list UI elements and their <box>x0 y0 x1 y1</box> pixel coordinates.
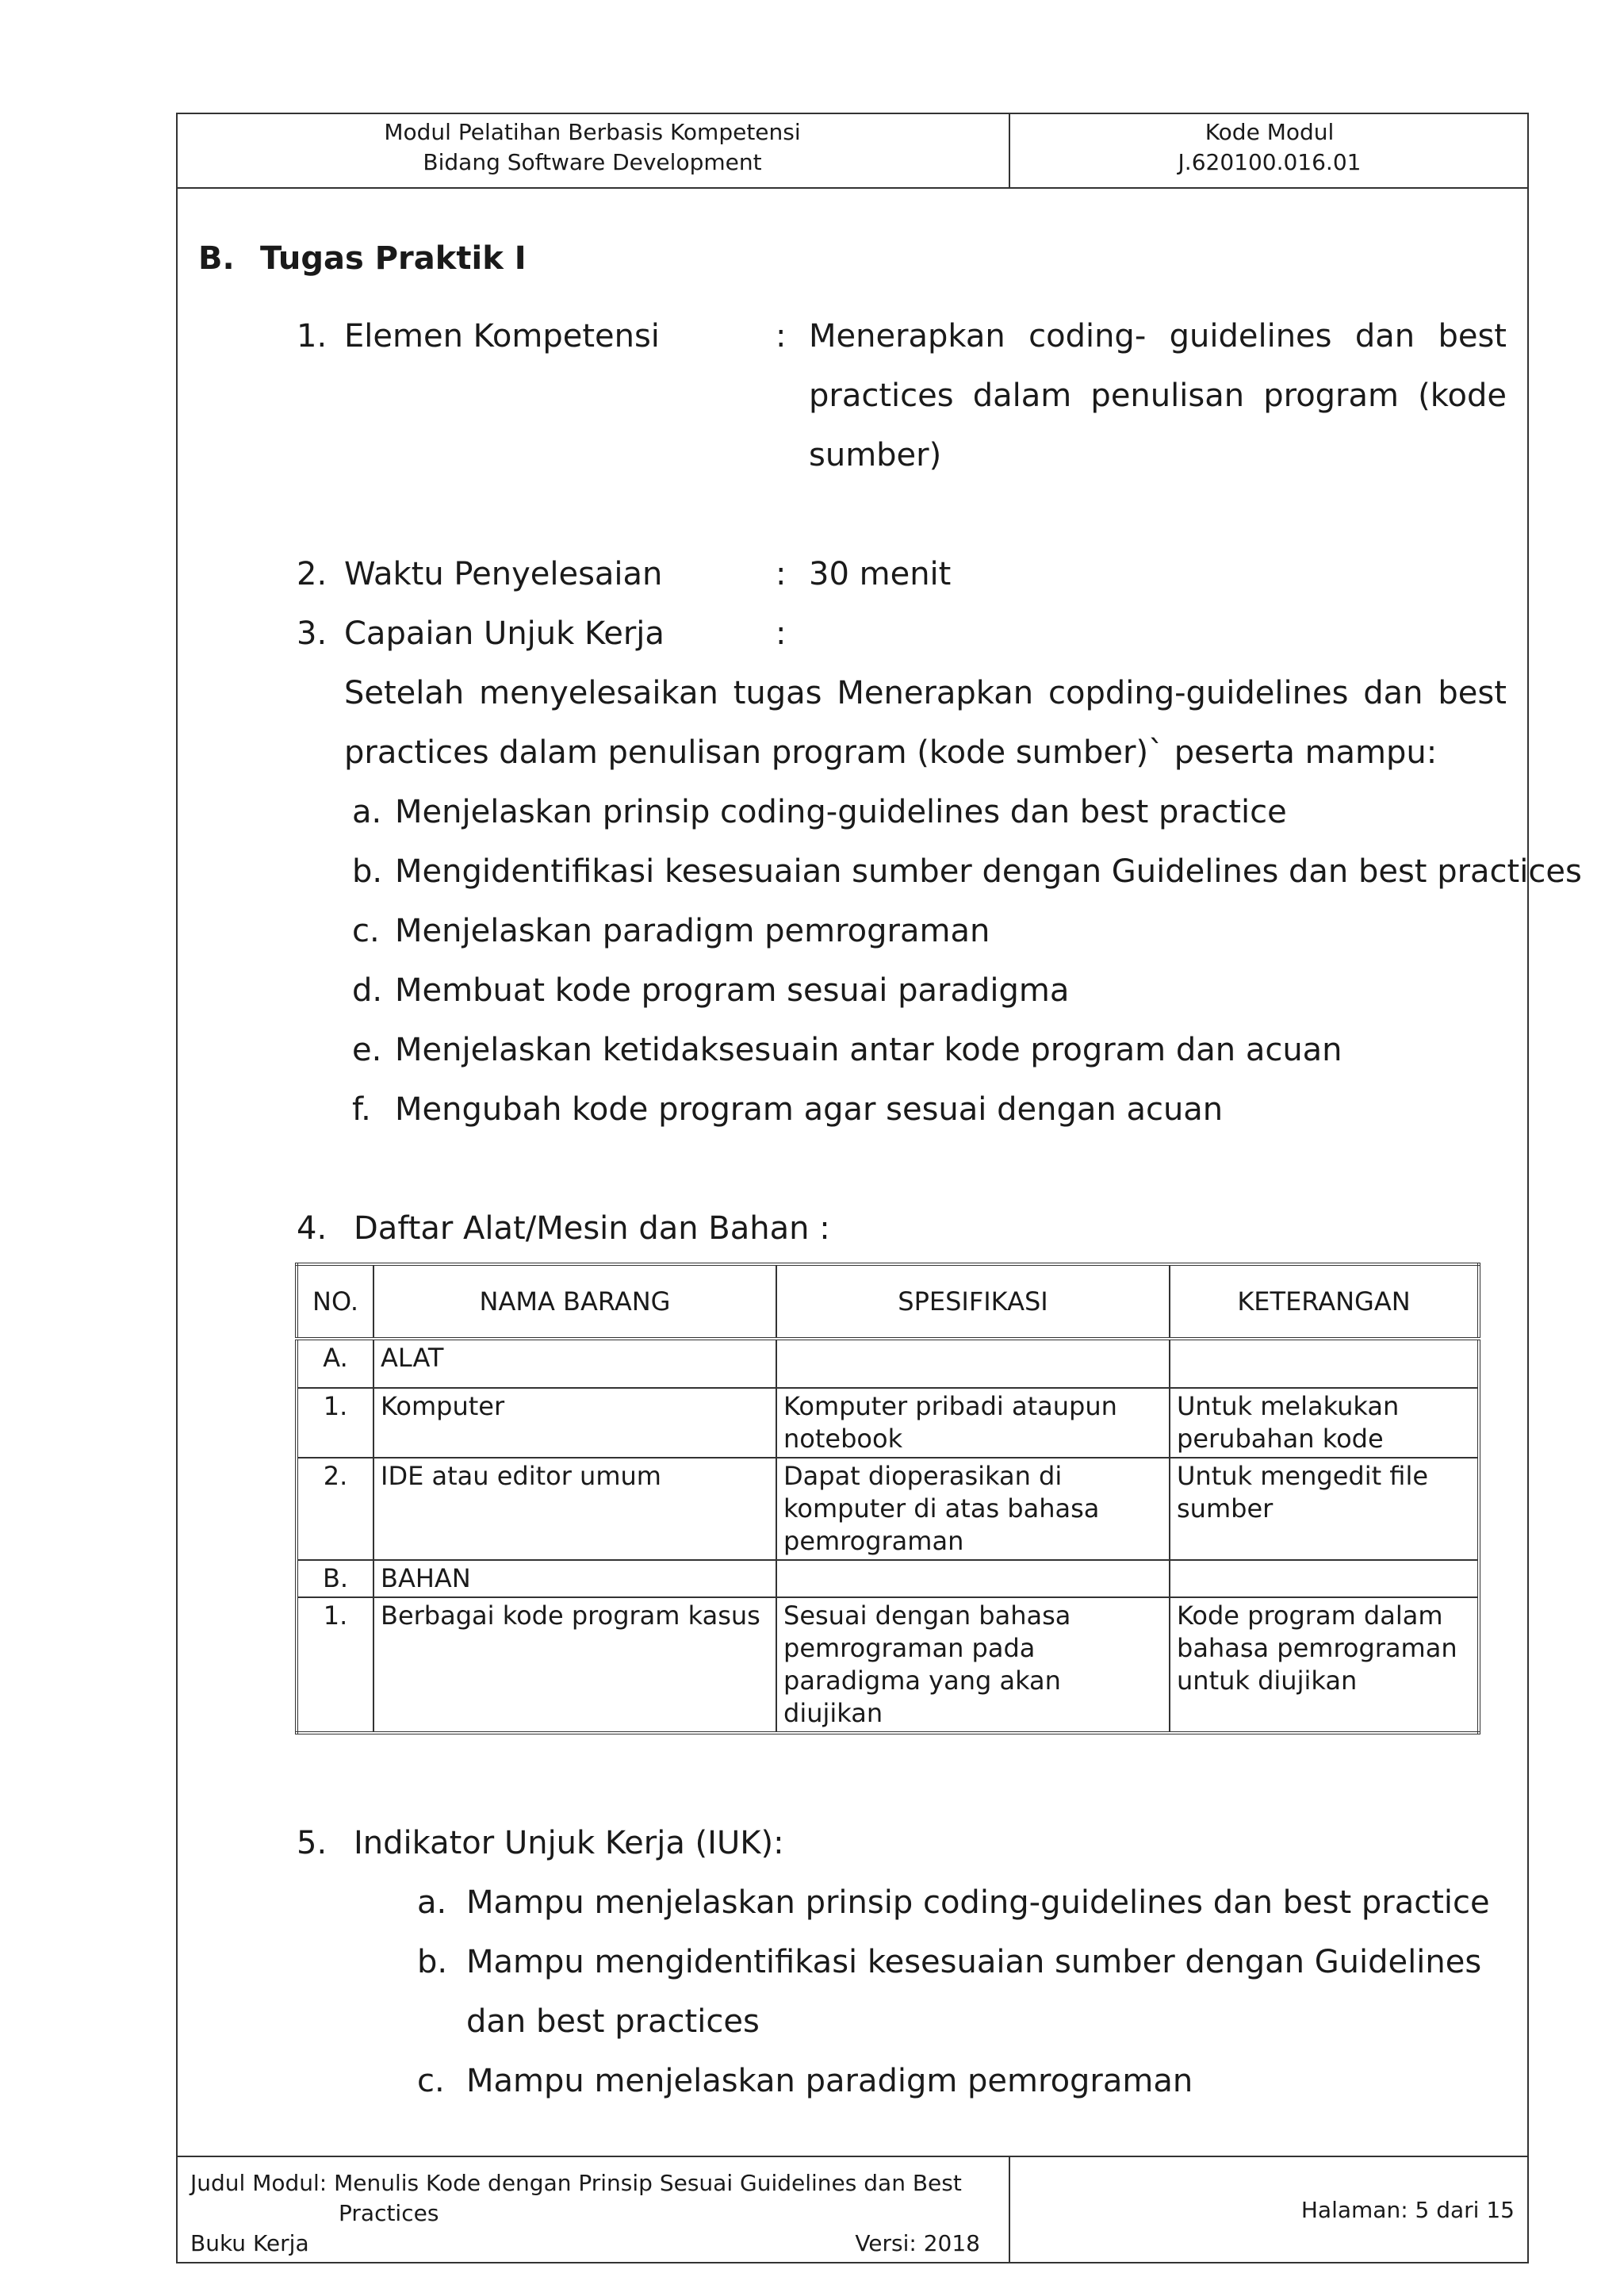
table-row <box>297 1388 1479 1458</box>
item3-label: Capaian Unjuk Kerja <box>344 615 665 652</box>
cell-name: BAHAN <box>373 1560 776 1597</box>
table-row <box>297 1339 1479 1388</box>
tools-materials-table <box>295 1263 1480 1734</box>
list-item: Mengidentifikasi kesesuaian sumber dengan Guidelines dan best practices <box>395 853 1582 890</box>
list-item-continuation: dan best practices <box>466 2003 760 2040</box>
item3-intro-line1 <box>344 674 1507 712</box>
item3-intro-line2: practices dalam penulisan program (kode sumber)` peserta mampu: <box>344 734 1438 771</box>
item1-value-line3: sumber) <box>809 437 942 473</box>
cell-no: B. <box>297 1560 373 1597</box>
item5-label: Indikator Unjuk Kerja (IUK): <box>354 1825 784 1861</box>
list-item: Mengubah kode program agar sesuai dengan acuan <box>395 1091 1224 1128</box>
list-letter: a. <box>352 794 382 830</box>
word: Setelah <box>344 675 465 711</box>
footer-module-title-cont: Practices <box>339 2200 439 2226</box>
cell-note <box>1170 1560 1479 1597</box>
item1-colon: : <box>776 318 787 355</box>
footer-page-info <box>1010 2157 1529 2263</box>
list-item: Menjelaskan ketidaksesuain antar kode program dan acuan <box>395 1032 1342 1068</box>
item2-number: 2. <box>297 556 327 592</box>
list-item: Mampu menjelaskan prinsip coding-guidelines dan best practice <box>466 1884 1490 1921</box>
list-item: Membuat kode program sesuai paradigma <box>395 972 1070 1009</box>
footer-book-type: Buku Kerja <box>190 2230 309 2256</box>
table-row <box>297 1458 1479 1560</box>
list-item: Menjelaskan prinsip coding-guidelines dan best practice <box>395 794 1287 830</box>
list-item: Mampu mengidentifikasi kesesuaian sumber dengan Guidelines <box>466 1944 1482 1980</box>
item3-colon: : <box>776 615 787 652</box>
list-letter: d. <box>352 972 383 1009</box>
cell-note: Kode program dalam bahasa pemrograman untuk diujikan <box>1170 1597 1479 1733</box>
cell-note: Untuk mengedit file sumber <box>1170 1458 1479 1560</box>
table-header-row <box>297 1264 1479 1339</box>
footer-module-title: Judul Modul: Menulis Kode dengan Prinsip Sesuai Guidelines dan Best <box>190 2170 962 2196</box>
header-code-value: J.620100.016.01 <box>1178 149 1362 175</box>
cell-no: A. <box>297 1339 373 1388</box>
word: practices <box>809 378 954 414</box>
item2-value: 30 menit <box>809 556 952 592</box>
list-letter: e. <box>352 1032 382 1068</box>
header-module-field: Bidang Software Development <box>423 149 762 175</box>
col-header-note: KETERANGAN <box>1170 1264 1479 1339</box>
item3-number: 3. <box>297 615 327 652</box>
word: Menerapkan <box>809 318 1005 355</box>
header-code-label: Kode Modul <box>1205 119 1335 145</box>
table-row <box>297 1597 1479 1733</box>
item1-label: Elemen Kompetensi <box>344 318 660 355</box>
cell-name: Komputer <box>373 1388 776 1458</box>
word: (kode <box>1418 378 1507 414</box>
page-border <box>176 113 1529 2263</box>
col-header-no: NO. <box>297 1264 373 1339</box>
word: guidelines <box>1169 318 1332 355</box>
list-item: Menjelaskan paradigm pemrograman <box>395 913 990 949</box>
list-letter: a. <box>417 1884 447 1921</box>
word: best <box>1438 675 1507 711</box>
word: tugas <box>733 675 822 711</box>
col-header-spec: SPESIFIKASI <box>776 1264 1170 1339</box>
cell-name: Berbagai kode program kasus <box>373 1597 776 1733</box>
list-letter: f. <box>352 1091 371 1128</box>
cell-no: 1. <box>297 1597 373 1733</box>
item1-value-line1 <box>809 317 1507 355</box>
item1-number: 1. <box>297 318 327 355</box>
section-title: Tugas Praktik I <box>260 240 527 277</box>
word: coding- <box>1028 318 1147 355</box>
header-module-code <box>1010 113 1529 187</box>
cell-name: ALAT <box>373 1339 776 1388</box>
cell-name: IDE atau editor umum <box>373 1458 776 1560</box>
word: dan <box>1354 318 1415 355</box>
item2-label: Waktu Penyelesaian <box>344 556 663 592</box>
item1-value-line2 <box>809 377 1507 415</box>
list-letter: c. <box>417 2063 445 2099</box>
header-module-info <box>176 113 1010 187</box>
cell-spec: Komputer pribadi ataupun notebook <box>776 1388 1170 1458</box>
cell-spec <box>776 1560 1170 1597</box>
footer-version: Versi: 2018 <box>855 2230 980 2256</box>
footer-module-info <box>176 2157 1010 2263</box>
section-letter: B. <box>198 240 235 277</box>
page-header <box>176 113 1529 189</box>
item2-colon: : <box>776 556 787 592</box>
table-row <box>297 1560 1479 1597</box>
list-letter: b. <box>352 853 383 890</box>
page-footer <box>176 2156 1529 2263</box>
list-letter: c. <box>352 913 380 949</box>
list-letter: b. <box>417 1944 448 1980</box>
item4-label: Daftar Alat/Mesin dan Bahan : <box>354 1210 830 1247</box>
cell-no: 1. <box>297 1388 373 1458</box>
word: copding-guidelines <box>1048 675 1349 711</box>
word: best <box>1438 318 1507 355</box>
item5-number: 5. <box>297 1825 327 1861</box>
word: menyelesaikan <box>479 675 718 711</box>
col-header-name: NAMA BARANG <box>373 1264 776 1339</box>
cell-spec: Dapat dioperasikan di komputer di atas bahasa pemrograman <box>776 1458 1170 1560</box>
word: dalam <box>972 378 1072 414</box>
word: dan <box>1363 675 1423 711</box>
list-item: Mampu menjelaskan paradigm pemrograman <box>466 2063 1193 2099</box>
cell-note <box>1170 1339 1479 1388</box>
header-module-title: Modul Pelatihan Berbasis Kompetensi <box>384 119 801 145</box>
word: program <box>1263 378 1399 414</box>
cell-spec <box>776 1339 1170 1388</box>
word: Menerapkan <box>837 675 1034 711</box>
item4-number: 4. <box>297 1210 327 1247</box>
cell-spec: Sesuai dengan bahasa pemrograman pada paradigma yang akan diujikan <box>776 1597 1170 1733</box>
cell-note: Untuk melakukan perubahan kode <box>1170 1388 1479 1458</box>
footer-page-number: Halaman: 5 dari 15 <box>1300 2197 1515 2223</box>
word: penulisan <box>1090 378 1245 414</box>
cell-no: 2. <box>297 1458 373 1560</box>
